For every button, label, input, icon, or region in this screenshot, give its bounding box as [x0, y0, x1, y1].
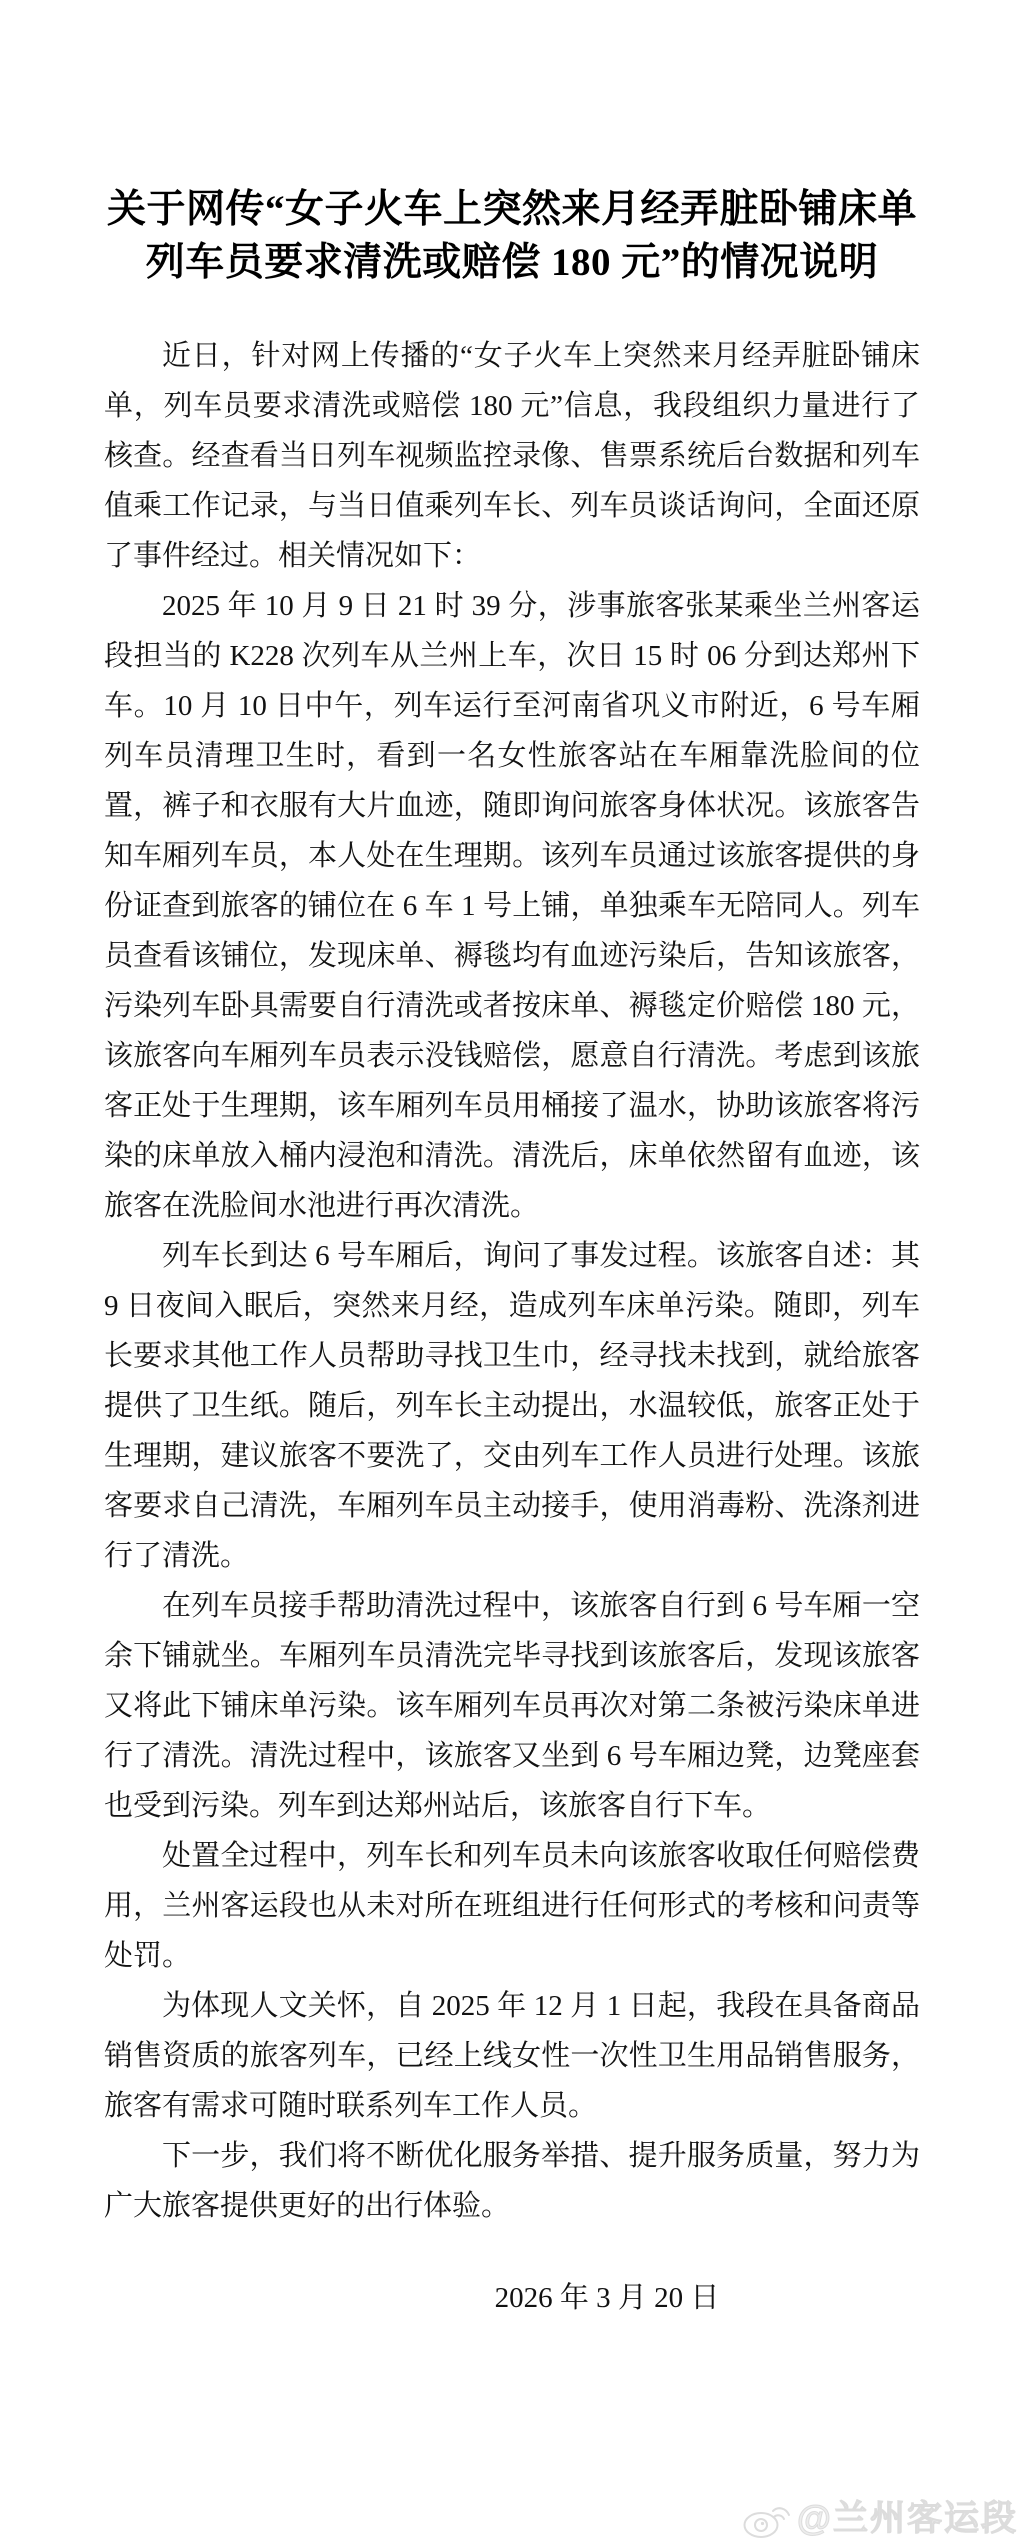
- paragraph: 处置全过程中，列车长和列车员未向该旅客收取任何赔偿费用，兰州客运段也从未对所在班组进行任何形式的考核和问责等处罚。: [104, 1840, 920, 1972]
- title-line-2: 列车员要求清洗或赔偿 180 元”的情况说明: [145, 241, 879, 284]
- paragraph: 在列车员接手帮助清洗过程中，该旅客自行到 6 号车厢一空余下铺就坐。车厢列车员清洗完毕寻找到该旅客后，发现该旅客又将此下铺床单污染。该车厢列车员再次对第二条被污染床单进行了清洗。清洗过程中，该旅客又坐到 6 号车厢边凳，边凳座套也受到污染。列车到达郑州站后，该旅客自行下车。: [104, 1590, 920, 1822]
- paragraph: 2025 年 10 月 9 日 21 时 39 分，涉事旅客张某乘坐兰州客运段担当的 K228 次列车从兰州上车，次日 15 时 06 分到达郑州下车。10 月 10 日中午，列车运行至河南省巩义市附近，6 号车厢列车员清理卫生时，看到一名女性旅客站在车厢靠洗脸间的位置，裤子和衣服有大片血迹，随即询问旅客身体状况。该旅客告知车厢列车员，本人处在生理期。该列车员通过该旅客提供的身份证查到旅客的铺位在 6 车 1 号上铺，单独乘车无陪同人。列车员查看该铺位，发现床单、褥毯均有血迹污染后，告知该旅客，污染列车卧具需要自行清洗或者按床单、褥毯定价赔偿 180 元，该旅客向车厢列车员表示没钱赔偿，愿意自行清洗。考虑到该旅客正处于生理期，该车厢列车员用桶接了温水，协助该旅客将污染的床单放入桶内浸泡和清洗。清洗后，床单依然留有血迹，该旅客在洗脸间水池进行再次清洗。: [104, 590, 920, 1222]
- paragraph: 下一步，我们将不断优化服务举措、提升服务质量，努力为广大旅客提供更好的出行体验。: [104, 2140, 920, 2222]
- paragraph: 近日，针对网上传播的“女子火车上突然来月经弄脏卧铺床单，列车员要求清洗或赔偿 180 元”信息，我段组织力量进行了核查。经查看当日列车视频监控录像、售票系统后台数据和列车值乘工作记录，与当日值乘列车长、列车员谈话询问，全面还原了事件经过。相关情况如下：: [104, 340, 920, 572]
- paragraph: 为体现人文关怀，自 2025 年 12 月 1 日起，我段在具备商品销售资质的旅客列车，已经上线女性一次性卫生用品销售服务，旅客有需求可随时联系列车工作人员。: [104, 1990, 920, 2122]
- watermark-text: @兰州客运段: [796, 2498, 1018, 2538]
- weibo-watermark: [742, 2496, 1018, 2540]
- weibo-icon: [742, 2496, 792, 2540]
- paragraph: 列车长到达 6 号车厢后，询问了事发过程。该旅客自述：其 9 日夜间入眠后，突然来月经，造成列车床单污染。随即，列车长要求其他工作人员帮助寻找卫生巾，经寻找未找到，就给旅客提供了卫生纸。随后，列车长主动提出，水温较低，旅客正处于生理期，建议旅客不要洗了，交由列车工作人员进行处理。该旅客要求自己清洗，车厢列车员主动接手，使用消毒粉、洗涤剂进行了清洗。: [104, 1240, 920, 1572]
- document-title: [104, 183, 920, 289]
- document-body: [104, 331, 920, 2231]
- document-date: 2026 年 3 月 20 日: [494, 2282, 720, 2314]
- title-line-1: 关于网传“女子火车上突然来月经弄脏卧铺床单: [106, 188, 917, 231]
